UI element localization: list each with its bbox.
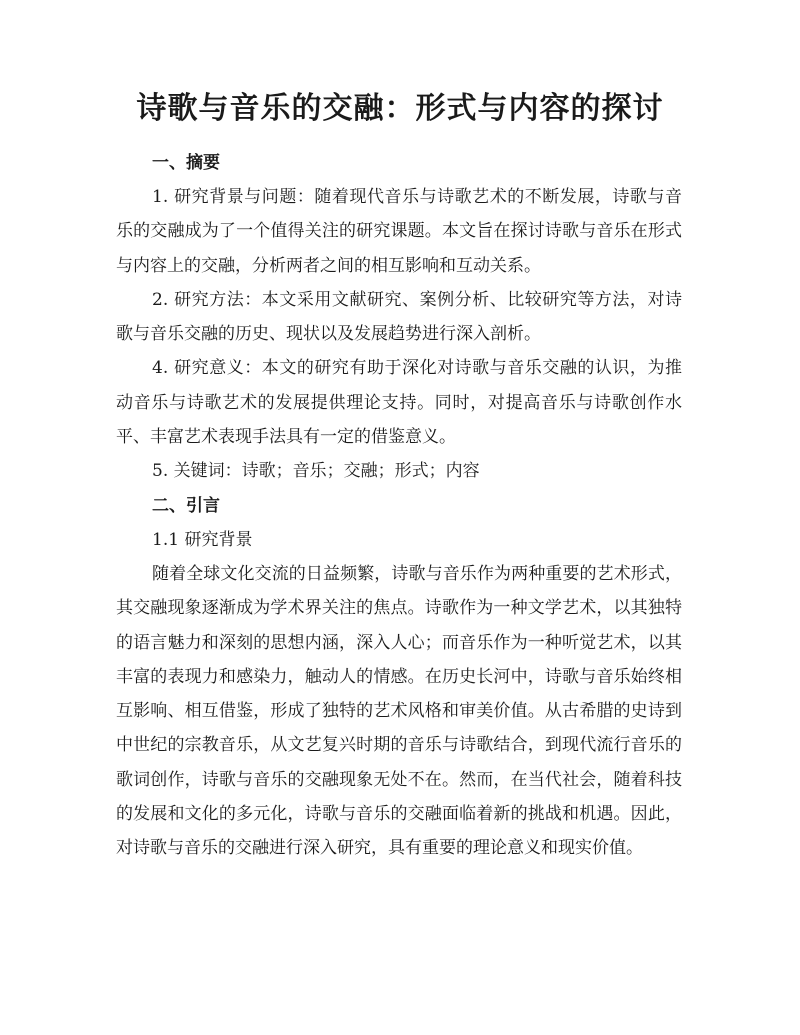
para-methods: 2. 研究方法：本文采用文献研究、案例分析、比较研究等方法，对诗歌与音乐交融的历史、现状以及发展趋势进行深入剖析。 bbox=[116, 289, 682, 345]
heading-introduction: 二、引言 bbox=[152, 495, 220, 516]
para-keywords: 5. 关键词：诗歌；音乐；交融；形式；内容 bbox=[152, 461, 480, 482]
para-significance: 4. 研究意义：本文的研究有助于深化对诗歌与音乐交融的认识，为推动音乐与诗歌艺术的发展提供理论支持。同时，对提高音乐与诗歌创作水平、丰富艺术表现手法具有一定的借鉴意义。 bbox=[116, 358, 682, 448]
para-background: 1. 研究背景与问题：随着现代音乐与诗歌艺术的不断发展，诗歌与音乐的交融成为了一个值得关注的研究课题。本文旨在探讨诗歌与音乐在形式与内容上的交融，分析两者之间的相互影响和互动关系。 bbox=[116, 187, 682, 276]
document-title: 诗歌与音乐的交融：形式与内容的探讨 bbox=[136, 91, 664, 126]
subheading-research-background: 1.1 研究背景 bbox=[152, 529, 253, 550]
heading-abstract: 一、摘要 bbox=[152, 153, 220, 173]
document-body bbox=[116, 146, 682, 866]
para-introduction-body: 随着全球文化交流的日益频繁，诗歌与音乐作为两种重要的艺术形式，其交融现象逐渐成为学术界关注的焦点。诗歌作为一种文学艺术，以其独特的语言魅力和深刻的思想内涵，深入人心；而音乐作为一种听觉艺术，以其丰富的表现力和感染力，触动人的情感。在历史长河中，诗歌与音乐始终相互影响、相互借鉴，形成了独特的艺术风格和审美价值。从古希腊的史诗到中世纪的宗教音乐，从文艺复兴时期的音乐与诗歌结合，到现代流行音乐的歌词创作，诗歌与音乐的交融现象无处不在。然而，在当代社会，随着科技的发展和文化的多元化，诗歌与音乐的交融面临着新的挑战和机遇。因此，对诗歌与音乐的交融进行深入研究，具有重要的理论意义和现实价值。 bbox=[116, 563, 682, 859]
